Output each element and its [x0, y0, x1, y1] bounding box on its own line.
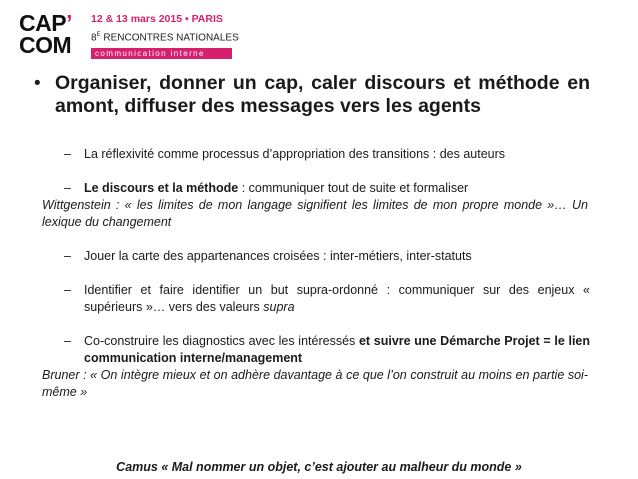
dash-icon: –	[64, 334, 71, 348]
quote-wittgenstein: Wittgenstein : « les limites de mon langage signifient les limites de mon propre monde »… Un lexique du changement	[42, 198, 588, 229]
logo-line2: COM	[19, 32, 72, 58]
slide-heading: Organiser, donner un cap, caler discours et méthode en amont, diffuser des messages vers les agents	[55, 72, 590, 117]
event-edition: $8^E$ RENCONTRES NATIONALES	[91, 32, 239, 44]
event-header	[91, 13, 239, 59]
event-date: 12 & 13 mars 2015 • PARIS	[91, 13, 223, 25]
list-item: – Jouer la carte des appartenances croisées : inter-métiers, inter-statuts	[64, 249, 472, 263]
dash-icon: –	[64, 283, 71, 297]
slide-heading-block	[34, 72, 590, 118]
sub-item-list	[42, 146, 591, 401]
quote-bruner: Bruner : « On intègre mieux et on adhère davantage à ce que l’on construit au moins en partie soi-même »	[42, 368, 588, 399]
list-item: – La réflexivité comme processus d’appropriation des transitions : des auteurs	[64, 147, 506, 161]
logo-line1: CAP	[19, 10, 67, 36]
list-item: – Identifier et faire identifier un but supra-ordonné : communiquer sur des enjeux « supérieurs »… vers des valeurs supra	[64, 283, 590, 314]
event-theme-bar: communication interne	[91, 48, 232, 59]
dash-icon: –	[64, 249, 71, 263]
dash-icon: –	[64, 147, 71, 161]
footer-quote: Camus « Mal nommer un objet, c’est ajouter au malheur du monde »	[116, 460, 522, 474]
list-item: – Le discours et la méthode : communiquer tout de suite et formaliser	[64, 181, 469, 195]
list-item: – Co-construire les diagnostics avec les intéressés et suivre une Démarche Projet = le lien communication interne/management	[64, 334, 591, 365]
dash-icon: –	[64, 181, 71, 195]
logo-apostrophe: ’	[66, 10, 72, 36]
bullet-icon: •	[34, 73, 41, 94]
capcom-logo	[19, 12, 83, 60]
